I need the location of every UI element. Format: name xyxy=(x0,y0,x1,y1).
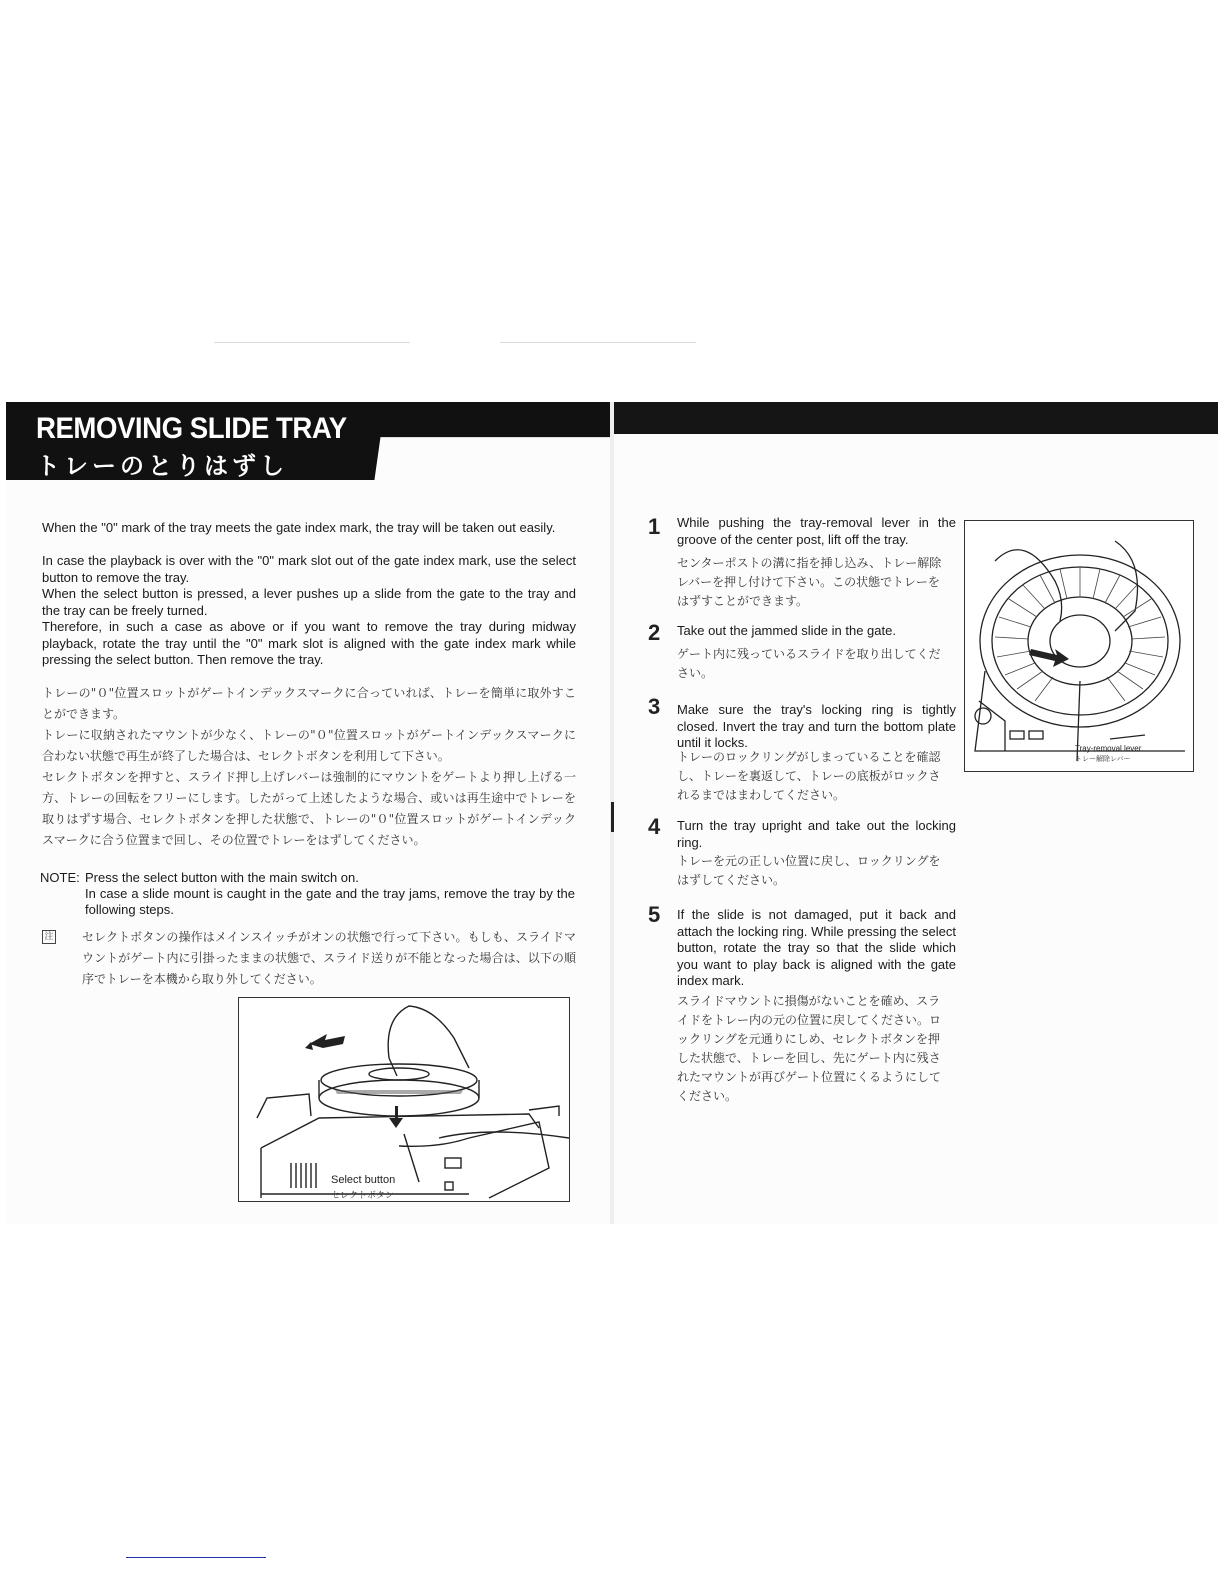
select-button-illustration xyxy=(238,997,570,1202)
note-label: NOTE: xyxy=(40,870,80,885)
bottom-rule xyxy=(126,1557,266,1558)
note-text-jp: セレクトボタンの操作はメインスイッチがオンの状態で行って下さい。もしも、スライドマウントがゲート内に引掛ったままの状態で、スライド送りが不能となった場合は、以下の順序でトレーを本機から取り外してください。 xyxy=(82,930,576,986)
step-text: While pushing the tray-removal lever in the groove of the center post, lift off the tray. xyxy=(677,515,956,547)
step-text: Turn the tray upright and take out the locking ring. xyxy=(677,818,956,850)
note-mark: 注 xyxy=(42,930,56,944)
step-text-jp: センターポストの溝に指を挿し込み、トレー解除レバーを押し付けて下さい。この状態でトレーをはずすことができます。 xyxy=(677,556,942,608)
step-text-jp: ゲート内に残っているスライドを取り出してください。 xyxy=(677,647,941,680)
step-number: 2 xyxy=(648,620,661,645)
tray-removal-lever-label: Tray-removal lever xyxy=(1075,744,1142,753)
intro-paragraph: Therefore, in such a case as above or if you want to remove the tray during midway playback, rotate the tray until the "0" mark slot is aligned with the gate index mark while pressing the select button. Then remove the tray. xyxy=(42,619,576,667)
left-page xyxy=(6,402,610,1224)
intro-paragraph: In case the playback is over with the "0" mark slot out of the gate index mark, use the select button to remove the tray. xyxy=(42,553,576,585)
note-text: In case a slide mount is caught in the gate and the tray jams, remove the tray by the following steps. xyxy=(85,886,575,917)
intro-paragraph: When the select button is pressed, a lever pushes up a slide from the gate to the tray and the tray can be freely turned. xyxy=(42,586,576,618)
step-text: If the slide is not damaged, put it back and attach the locking ring. While pressing the select button, rotate the tray so that the slide which you want to play back is aligned with the gate index mark. xyxy=(677,907,956,988)
step-number: 5 xyxy=(648,902,661,927)
step-text-jp: トレーのロックリングがしまっていることを確認し、トレーを裏返して、トレーの底板がロックされるまではまわしてください。 xyxy=(677,750,941,802)
tray-illustration xyxy=(965,521,1193,771)
step-text-jp: トレーを元の正しい位置に戻し、ロックリングをはずしてください。 xyxy=(677,854,941,887)
intro-paragraph-jp: セレクトボタンを押すと、スライド押し上げレバーは強制的にマウントをゲートより押し上げる一方、トレーの回転をフリーにします。したがって上述したような場合、或いは再生途中でトレーを取りはずす場合、セレクトボタンを押した状態で、トレーの"０"位置スロットがゲートインデックスマークに合う位置まで回し、その位置でトレーをはずしてください。 xyxy=(42,770,576,847)
projector-illustration xyxy=(239,998,569,1201)
note-text: Press the select button with the main switch on. xyxy=(85,870,359,885)
step-number: 4 xyxy=(648,814,661,839)
scan-rule xyxy=(500,342,696,343)
section-title-jp: トレーのとりはずし xyxy=(36,452,288,480)
tray-removal-lever-label-jp: トレー解除レバー xyxy=(1075,755,1131,763)
tray-removal-illustration xyxy=(964,520,1194,772)
section-title: REMOVING SLIDE TRAY xyxy=(36,412,347,445)
intro-paragraph: When the "0" mark of the tray meets the gate index mark, the tray will be taken out easily. xyxy=(42,520,556,535)
manual-spread xyxy=(6,402,1218,1224)
step-text-jp: スライドマウントに損傷がないことを確め、スライドをトレー内の元の位置に戻してください。ロックリングを元通りにしめ、セレクトボタンを押した状態で、トレーを回し、先にゲート内に残されたマウントが再びゲート位置にくるようにしてください。 xyxy=(677,994,942,1103)
step-text: Take out the jammed slide in the gate. xyxy=(677,623,896,638)
intro-paragraph-jp: トレーの"０"位置スロットがゲートインデックスマークに合っていれば、トレーを簡単に取外すことができます。 xyxy=(42,686,576,721)
section-header-band xyxy=(614,402,1218,434)
intro-paragraph-jp: トレーに収納されたマウントが少なく、トレーの"０"位置スロットがゲートインデックスマークに合わない状態で再生が終了した場合は、セレクトボタンを利用して下さい。 xyxy=(42,728,576,763)
scan-rule xyxy=(214,342,410,343)
select-button-label-jp: セレクトボタン xyxy=(331,1191,394,1201)
step-number: 3 xyxy=(648,694,661,719)
step-text: Make sure the tray's locking ring is tightly closed. Invert the tray and turn the bottom plate until it locks. xyxy=(677,702,956,750)
step-number: 1 xyxy=(648,514,661,539)
select-button-label: Select button xyxy=(331,1174,396,1186)
right-page xyxy=(614,402,1218,1224)
